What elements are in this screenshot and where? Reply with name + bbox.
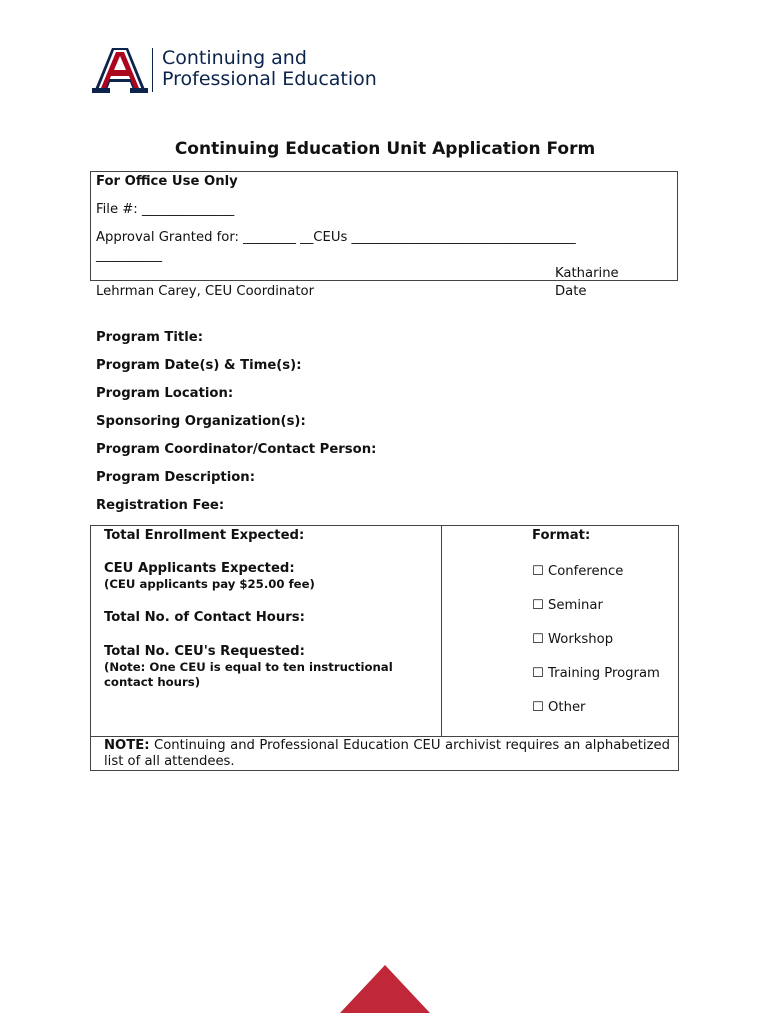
format-option-label: Conference [548, 564, 624, 579]
checkbox-icon[interactable]: ☐ [532, 598, 544, 613]
format-option-label: Workshop [548, 632, 614, 647]
note-label: NOTE: [104, 738, 150, 753]
office-use-heading: For Office Use Only [96, 174, 238, 189]
file-number-field[interactable]: File #: ______________ [96, 202, 235, 217]
ceus-requested-label: Total No. CEU's Requested: [104, 644, 305, 659]
program-title-label: Program Title: [96, 330, 203, 345]
approval-granted-continuation: __________ [96, 248, 162, 263]
note-body: Continuing and Professional Education CEU archivist requires an alphabetized list of all attendees. [104, 738, 670, 769]
program-location-label: Program Location: [96, 386, 234, 401]
checkbox-icon[interactable]: ☐ [532, 632, 544, 647]
format-option-label: Seminar [548, 598, 603, 613]
sponsoring-org-label: Sponsoring Organization(s): [96, 414, 306, 429]
total-enrollment-label: Total Enrollment Expected: [104, 528, 305, 543]
checkbox-icon[interactable]: ☐ [532, 700, 544, 715]
enrollment-format-table [90, 525, 679, 737]
format-option-seminar[interactable] [532, 598, 603, 614]
logo-line-2: Professional Education [162, 68, 377, 90]
date-label: Date [555, 284, 587, 299]
contact-hours-label: Total No. of Contact Hours: [104, 610, 305, 625]
university-logo [90, 44, 150, 96]
program-dates-label: Program Date(s) & Time(s): [96, 358, 302, 373]
program-description-label: Program Description: [96, 470, 255, 485]
logo-wordmark [162, 48, 377, 90]
format-option-conference[interactable] [532, 564, 623, 580]
checkbox-icon[interactable]: ☐ [532, 564, 544, 579]
logo-divider [152, 48, 153, 92]
registration-fee-label: Registration Fee: [96, 498, 225, 513]
coordinator-name: Lehrman Carey, CEU Coordinator [96, 284, 315, 299]
logo-line-1: Continuing and [162, 47, 307, 69]
format-option-other[interactable] [532, 700, 585, 716]
ceu-definition-note: (Note: One CEU is equal to ten instructional contact hours) [104, 660, 393, 689]
approval-granted-field[interactable]: Approval Granted for: ________ __CEUs __________________________________ [96, 230, 576, 245]
program-coordinator-label: Program Coordinator/Contact Person: [96, 442, 377, 457]
format-option-label: Other [548, 700, 586, 715]
format-option-workshop[interactable] [532, 632, 613, 648]
format-heading: Format: [532, 528, 591, 543]
triangle-decoration-icon [340, 965, 430, 1013]
ceu-applicants-label: CEU Applicants Expected: [104, 561, 295, 576]
format-option-label: Training Program [548, 666, 660, 681]
coordinator-first-name: Katharine [555, 266, 619, 281]
form-title: Continuing Education Unit Application Form [174, 139, 596, 159]
format-option-training-program[interactable] [532, 666, 660, 682]
checkbox-icon[interactable]: ☐ [532, 666, 544, 681]
ceu-fee-note: (CEU applicants pay $25.00 fee) [104, 577, 315, 591]
note-text [104, 738, 670, 770]
table-column-divider [441, 525, 442, 737]
